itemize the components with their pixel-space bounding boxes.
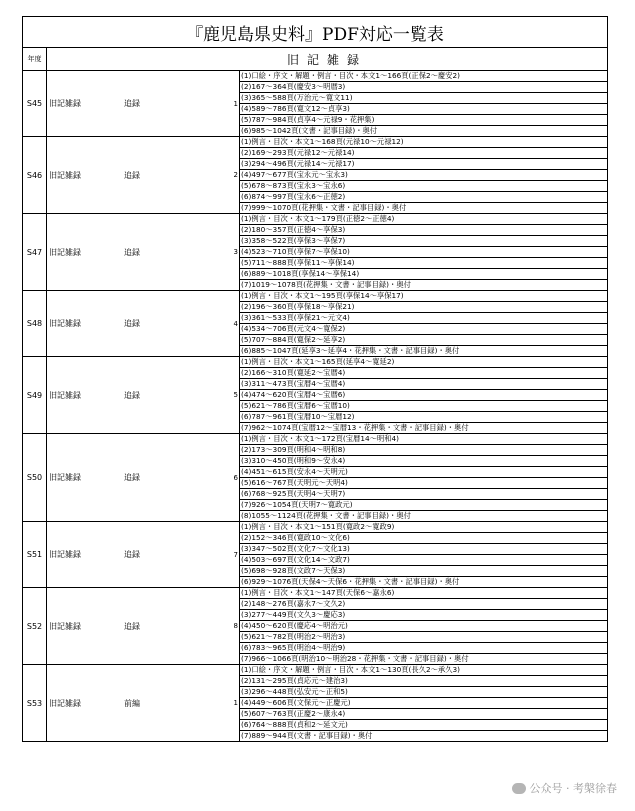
watermark (512, 780, 618, 796)
volume-row (22, 664, 608, 742)
pdf-part-entry: (2)180～357頁(正徳4～享保3) (240, 225, 607, 236)
pdf-part-entry: (5)707～884頁(寛保2～延享2) (240, 335, 607, 346)
volume-series: 旧記雑録 (49, 550, 81, 559)
volume-number: 1 (234, 71, 240, 136)
pdf-part-entry: (4)450～620頁(慶応4～明治元) (240, 621, 607, 632)
volume-parts (240, 357, 607, 433)
volume-row (22, 213, 608, 290)
pdf-part-entry: (6)783～965頁(明治4～明治9) (240, 643, 607, 654)
pdf-part-entry: (2)152～346頁(寛政10～文化6) (240, 533, 607, 544)
volume-series: 旧記雑録 (49, 473, 81, 482)
pdf-part-entry: (1)例言・目次・本文1～172頁(宝暦14～明和4) (240, 434, 607, 445)
volume-year: S46 (23, 137, 47, 213)
pdf-part-entry: (4)534～706頁(元文4～寛保2) (240, 324, 607, 335)
pdf-part-entry: (4)523～710頁(享保7～享保10) (240, 247, 607, 258)
volume-row (22, 587, 608, 664)
volume-subseries: 前編 (124, 698, 140, 708)
volume-parts (240, 665, 607, 741)
pdf-part-entry: (2)166～310頁(寛延2～宝暦4) (240, 368, 607, 379)
volume-year: S47 (23, 214, 47, 290)
volume-series: 旧記雑録 (49, 319, 81, 328)
wechat-icon (512, 783, 526, 794)
volume-series: 旧記雑録 (49, 698, 81, 708)
pdf-part-entry: (3)294～496頁(元禄14～元禄17) (240, 159, 607, 170)
pdf-part-entry: (6)874～997頁(宝永6～正徳2) (240, 192, 607, 203)
pdf-part-entry: (3)311～473頁(宝暦4～宝暦4) (240, 379, 607, 390)
header-main: 旧記雑録 (286, 52, 367, 67)
volume-parts (240, 522, 607, 587)
pdf-part-entry: (4)589～786頁(寛文12～貞享3) (240, 104, 607, 115)
pdf-part-entry: (5)711～888頁(享保11～享保14) (240, 258, 607, 269)
pdf-part-entry: (5)607～763頁(正慶2～康永4) (240, 709, 607, 720)
pdf-part-entry: (4)497～677頁(宝永元～宝永3) (240, 170, 607, 181)
volume-series: 旧記雑録 (49, 170, 81, 180)
table-header (22, 47, 608, 70)
pdf-part-entry: (4)503～697頁(文化14～文政7) (240, 555, 607, 566)
volume-parts (240, 71, 607, 136)
volume-year: S53 (23, 665, 47, 741)
pdf-part-entry: (5)698～928頁(文政7～天保3) (240, 566, 607, 577)
volume-subseries: 追録 (124, 390, 140, 400)
volume-year: S51 (23, 522, 47, 587)
pdf-part-entry: (7)966～1066頁(明治10～明治28・花押集・文書・記事目録)・奥付 (241, 654, 469, 663)
volume-row (22, 136, 608, 213)
pdf-part-entry: (6)768～925頁(天明4～天明7) (240, 489, 607, 500)
pdf-part-entry: (6)985～1042頁(文書・記事目録)・奥付 (241, 126, 378, 135)
volume-series: 旧記雑録 (49, 390, 81, 400)
volume-subseries: 追録 (124, 621, 140, 631)
pdf-part-entry: (5)787～984頁(貞享4～元禄9・花押集) (240, 115, 607, 126)
pdf-part-entry: (1)例言・目次・本文1～165頁(延享4～寛延2) (240, 357, 607, 368)
pdf-part-entry: (3)347～502頁(文化7～文化13) (240, 544, 607, 555)
pdf-part-entry: (3)310～450頁(明和9～安永4) (240, 456, 607, 467)
volume-subseries: 追録 (124, 473, 140, 482)
volume-number: 3 (234, 214, 240, 290)
volume-row (22, 70, 608, 136)
pdf-part-entry: (2)173～309頁(明和4～明和8) (240, 445, 607, 456)
volume-number: 1 (234, 665, 240, 741)
pdf-part-entry: (6)764～888頁(貞和2～延文元) (240, 720, 607, 731)
volume-year: S52 (23, 588, 47, 664)
pdf-part-entry: (7)1019～1078頁(花押集・文書・記事目録)・奥付 (241, 280, 411, 289)
volume-number: 4 (234, 291, 240, 356)
volume-row (22, 356, 608, 433)
pdf-part-entry: (1)例言・目次・本文1～195頁(享保14～享保17) (240, 291, 607, 302)
pdf-part-entry: (1)口絵・序文・解題・例言・目次・本文1～130頁(長久2～承久3) (240, 665, 607, 676)
pdf-part-entry: (3)358～522頁(享保3～享保7) (240, 236, 607, 247)
header-year: 年度 (23, 48, 47, 70)
pdf-part-entry: (5)621～786頁(宝暦6～宝暦10) (240, 401, 607, 412)
pdf-part-entry: (2)148～276頁(嘉永7～文久2) (240, 599, 607, 610)
volume-subseries: 追録 (124, 247, 140, 257)
volume-number: 5 (234, 357, 240, 433)
pdf-part-entry: (4)449～606頁(文保元～正慶元) (240, 698, 607, 709)
volume-number: 2 (234, 137, 240, 213)
page-title: 『鹿児島県史料』PDF対応一覧表 (22, 16, 608, 47)
volume-row (22, 433, 608, 521)
pdf-part-entry: (7)889～944頁(文書・記事目録)・奥付 (241, 731, 373, 740)
pdf-part-entry: (6)885～1047頁(延享3～延享4・花押集・文書・記事目録)・奥付 (241, 346, 460, 355)
volume-row (22, 521, 608, 587)
volume-subseries: 追録 (124, 170, 140, 180)
pdf-part-entry: (4)451～615頁(安永4～天明元) (240, 467, 607, 478)
pdf-part-entry: (6)787～961頁(宝暦10～宝暦12) (240, 412, 607, 423)
pdf-part-entry: (5)621～782頁(明治2～明治3) (240, 632, 607, 643)
volume-subseries: 追録 (124, 99, 140, 108)
pdf-part-entry: (3)365～588頁(万治元～寛文11) (240, 93, 607, 104)
catalog-sheet (22, 16, 608, 742)
pdf-part-entry: (8)1055～1124頁(花押集・文書・記事目録)・奥付 (241, 511, 411, 520)
pdf-part-entry: (5)678～873頁(宝永3～宝永6) (240, 181, 607, 192)
volume-number: 6 (234, 434, 240, 521)
volume-parts (240, 291, 607, 356)
volume-parts (240, 434, 607, 521)
volume-year: S50 (23, 434, 47, 521)
volume-parts (240, 137, 607, 213)
volume-number: 8 (234, 588, 240, 664)
volume-year: S48 (23, 291, 47, 356)
pdf-part-entry: (7)999～1070頁(花押集・文書・記事目録)・奥付 (241, 203, 407, 212)
pdf-part-entry: (3)296～448頁(弘安元～正和5) (240, 687, 607, 698)
pdf-part-entry: (3)277～449頁(文久3～慶応3) (240, 610, 607, 621)
volume-number: 7 (234, 522, 240, 587)
pdf-part-entry: (2)196～360頁(享保18～享保21) (240, 302, 607, 313)
volume-series: 旧記雑録 (49, 621, 81, 631)
volume-series: 旧記雑録 (49, 247, 81, 257)
volume-parts (240, 588, 607, 664)
volume-subseries: 追録 (124, 319, 140, 328)
volume-parts (240, 214, 607, 290)
volume-year: S45 (23, 71, 47, 136)
pdf-part-entry: (1)例言・目次・本文1～147頁(天保6～嘉永6) (240, 588, 607, 599)
volume-table (22, 70, 608, 742)
pdf-part-entry: (6)889～1018頁(享保14～享保14) (240, 269, 607, 280)
pdf-part-entry: (7)962～1074頁(宝暦12～宝暦13・花押集・文書・記事目録)・奥付 (241, 423, 469, 432)
volume-row (22, 290, 608, 356)
pdf-part-entry: (4)474～620頁(宝暦4～宝暦6) (240, 390, 607, 401)
volume-series: 旧記雑録 (49, 99, 81, 108)
pdf-part-entry: (5)616～767頁(天明元～天明4) (240, 478, 607, 489)
pdf-part-entry: (1)口絵・序文・解題・例言・目次・本文1～166頁(正保2～慶安2) (240, 71, 607, 82)
volume-year: S49 (23, 357, 47, 433)
pdf-part-entry: (2)169～293頁(元禄12～元禄14) (240, 148, 607, 159)
pdf-part-entry: (3)361～533頁(享保21～元文4) (240, 313, 607, 324)
pdf-part-entry: (1)例言・目次・本文1～151頁(寛政2～寛政9) (240, 522, 607, 533)
watermark-text: 公众号 · 考槃徐春 (529, 782, 617, 795)
pdf-part-entry: (2)167～364頁(慶安3～明暦3) (240, 82, 607, 93)
volume-subseries: 追録 (124, 550, 140, 559)
pdf-part-entry: (1)例言・目次・本文1～168頁(元禄10～元禄12) (240, 137, 607, 148)
pdf-part-entry: (2)131～295頁(貞応元～建治3) (240, 676, 607, 687)
pdf-part-entry: (1)例言・目次・本文1～179頁(正徳2～正徳4) (240, 214, 607, 225)
pdf-part-entry: (7)926～1054頁(天明7～寛政元) (240, 500, 607, 511)
pdf-part-entry: (6)929～1076頁(天保4～天保6・花押集・文書・記事目録)・奥付 (241, 577, 460, 586)
